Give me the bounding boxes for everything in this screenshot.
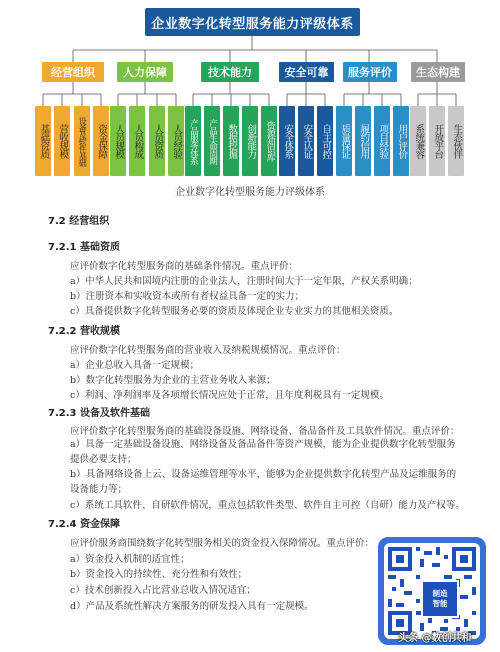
leaf-box: 营收规模 — [54, 106, 70, 176]
leaf-box: 设备及软件基础 — [74, 106, 90, 176]
leaf-box: 生态伙伴 — [448, 106, 464, 176]
leaf-box: 安全认证 — [298, 106, 314, 176]
list-item: b）注册资本和实收资本或所有者权益具备一定的实力； — [70, 291, 305, 302]
leaf-box: 产品生命周期 — [204, 106, 220, 176]
category-ecosystem: 生态构建 — [411, 62, 465, 82]
leaf-box: 基础资质 — [35, 106, 51, 176]
list-item: b）具备网络设备上云、设备运维管理等水平，能够为企业提供数字化转型产品及运维服务的设备能力等； — [70, 469, 457, 495]
paragraph: 应评价数字化转型服务商的基础设备设施、网络设备、备品备件及工具软件情况。重点评价： — [70, 426, 460, 437]
category-operation: 经营组织 — [42, 62, 104, 82]
paragraph: 应评价数字化转型服务商的营业收入及纳税规模情况。重点评价： — [70, 345, 346, 356]
list-item: a）资金投入机制的适宜性； — [70, 554, 190, 565]
leaf-box: 质量保证 — [336, 106, 352, 176]
figure-caption: 企业数字化转型服务能力评级体系 — [175, 187, 325, 198]
leaf-box: 开放平台 — [429, 106, 445, 176]
leaf-box: 人员资质 — [149, 106, 165, 176]
diagram-title: 企业数字化转型服务能力评级体系 — [145, 8, 360, 36]
leaf-box: 资金保障 — [93, 106, 109, 176]
qr-logo: 制造 智能 — [421, 580, 459, 618]
list-item: c）系统工具软件、自研软件情况，重点包括软件类型、软件自主可控（自研）能力及产权等。 — [70, 500, 465, 511]
paragraph: 应评价数字化转型服务商的基础条件情况。重点评价： — [70, 261, 299, 272]
leaf-box: 自主可控 — [317, 106, 333, 176]
list-item: b）资金投入的持续性、充分性和有效性； — [70, 569, 248, 580]
leaf-box: 人员构成 — [129, 106, 145, 176]
list-item: c）利润、净利润率及各项增长情况应处于正常，且年度利税具有一定规模。 — [70, 390, 389, 401]
list-item: a）中华人民共和国境内注册的企业法人，注册时间大于一定年限，产权关系明确； — [70, 276, 418, 287]
list-item: b）数字化转型服务为企业的主营业务收入来源； — [70, 375, 276, 386]
category-security: 安全可靠 — [279, 62, 334, 82]
leaf-box: 人员规模 — [110, 106, 126, 176]
leaf-box: 履约信用 — [355, 106, 371, 176]
list-item: a）具备一定基础设备设施、网络设备及备品备件等资产规模，能为企业提供数字化转型服务提供必要支持； — [70, 439, 456, 465]
leaf-box: 创新能力 — [242, 106, 258, 176]
leaf-box: 用户评价 — [393, 106, 409, 176]
list-item: a）企业总收入具备一定规模； — [70, 360, 200, 371]
leaf-box: 人员经验 — [168, 106, 184, 176]
leaf-box: 安全体系 — [279, 106, 295, 176]
paragraph: 应评价服务商围绕数字化转型服务相关的资金投入保障情况。重点评价： — [70, 538, 375, 549]
subsection-heading: 7.2.1 基础资质 — [48, 242, 120, 253]
section-heading: 7.2 经营组织 — [48, 216, 110, 227]
leaf-box: 产品服务体系 — [185, 106, 201, 176]
leaf-box: 项目经验 — [374, 106, 390, 176]
leaf-box: 系统兼容 — [410, 106, 426, 176]
leaf-box: 数据挖掘 — [223, 106, 239, 176]
category-tech: 技术能力 — [201, 62, 259, 82]
list-item: d）产品及系统性解决方案服务的研发投入具有一定规模。 — [70, 601, 314, 612]
list-item: c）具备提供数字化转型服务必要的资质及体现企业专业实力的其他相关资质。 — [70, 306, 399, 317]
category-service: 服务评价 — [343, 62, 397, 82]
subsection-heading: 7.2.2 营收规模 — [48, 326, 120, 337]
leaf-box: 资源知识库 — [261, 106, 277, 176]
list-item: c）技术创新投入占比营业总收入情况适宜； — [70, 585, 256, 596]
subsection-heading: 7.2.3 设备及软件基础 — [48, 408, 150, 419]
category-hr: 人力保障 — [117, 62, 173, 82]
subsection-heading: 7.2.4 资金保障 — [48, 519, 120, 530]
watermark: 头条 @数创共和 — [398, 633, 472, 644]
